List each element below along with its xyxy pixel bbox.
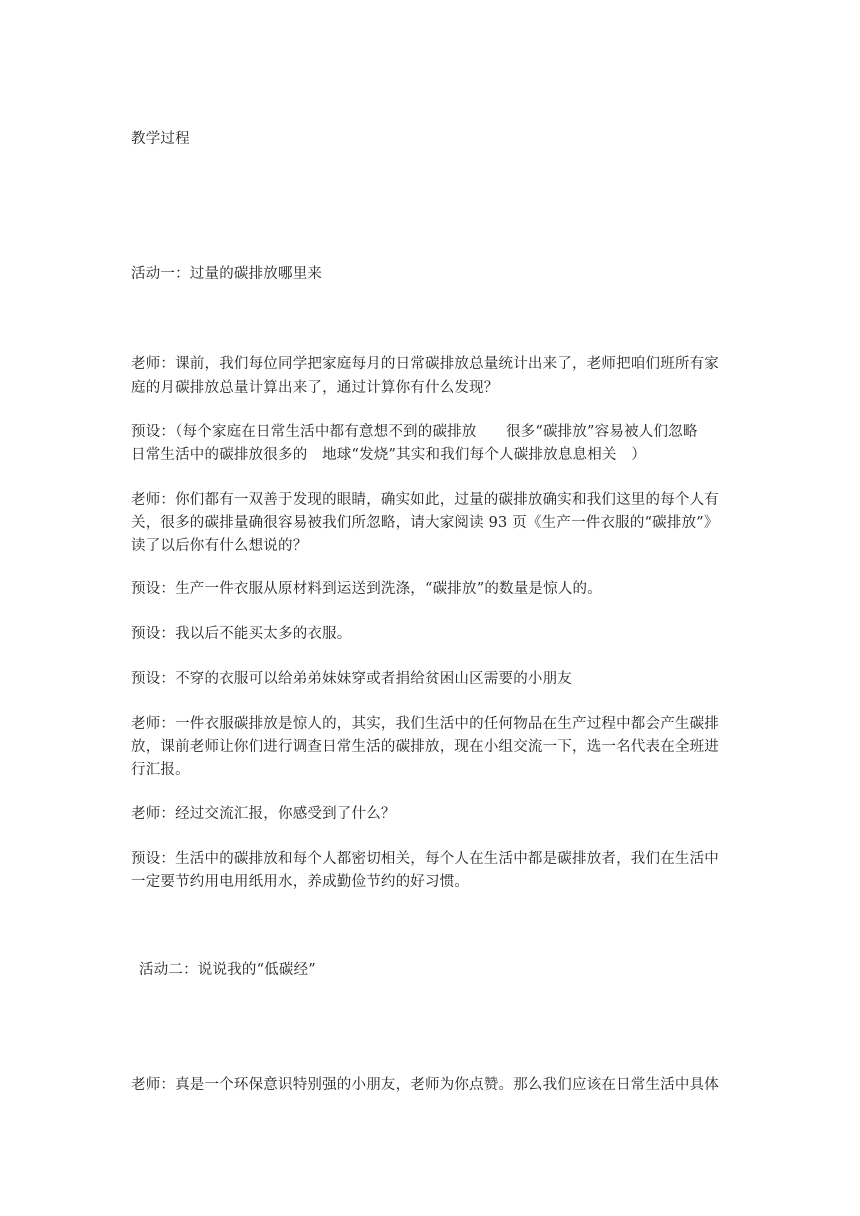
- paragraph-line: 老师：真是一个环保意识特别强的小朋友，老师为你点赞。那么我们应该在日常生活中具体: [131, 1077, 719, 1093]
- paragraph-line: 预设：生活中的碳排放和每个人都密切相关，每个人在生活中都是碳排放者，我们在生活中: [131, 851, 719, 867]
- paragraph-line: 老师：你们都有一双善于发现的眼睛，确实如此，过量的碳排放确实和我们这里的每个人有: [131, 492, 719, 508]
- paragraph-line: 预设：我以后不能买太多的衣服。: [131, 626, 352, 642]
- paragraph-line: 预设：（每个家庭在日常生活中都有意想不到的碳排放 很多“碳排放”容易被人们忽略: [131, 424, 698, 440]
- paragraph-line: 老师：课前，我们每位同学把家庭每月的日常碳排放总量统计出来了，老师把咱们班所有家: [131, 356, 719, 372]
- paragraph-line: 日常生活中的碳排放很多的 地球“发烧”其实和我们每个人碳排放息息相关 ）: [131, 447, 647, 463]
- paragraph-line: 预设：不穿的衣服可以给弟弟妹妹穿或者捐给贫困山区需要的小朋友: [131, 671, 572, 687]
- activity-two-title: 活动二：说说我的“低碳经”: [139, 962, 316, 978]
- paragraph-line: 读了以后你有什么想说的？: [131, 538, 308, 554]
- activity-one-title: 活动一：过量的碳排放哪里来: [131, 266, 323, 282]
- paragraph-line: 行汇报。: [131, 762, 190, 778]
- paragraph-line: 庭的月碳排放总量计算出来了，通过计算你有什么发现？: [131, 380, 499, 396]
- paragraph-line: 放，课前老师让你们进行调查日常生活的碳排放，现在小组交流一下，选一名代表在全班进: [131, 739, 719, 755]
- paragraph-line: 关，很多的碳排量确很容易被我们所忽略，请大家阅读 93 页《生产一件衣服的“碳排放”》: [131, 515, 719, 531]
- paragraph-line: 老师：一件衣服碳排放是惊人的，其实，我们生活中的任何物品在生产过程中都会产生碳排: [131, 716, 719, 732]
- section-heading: 教学过程: [131, 131, 190, 147]
- paragraph-line: 预设：生产一件衣服从原材料到运送到洗涤，“碳排放”的数量是惊人的。: [131, 581, 602, 597]
- paragraph-line: 一定要节约用电用纸用水，养成勤俭节约的好习惯。: [131, 874, 470, 890]
- paragraph-line: 老师：经过交流汇报，你感受到了什么？: [131, 806, 396, 822]
